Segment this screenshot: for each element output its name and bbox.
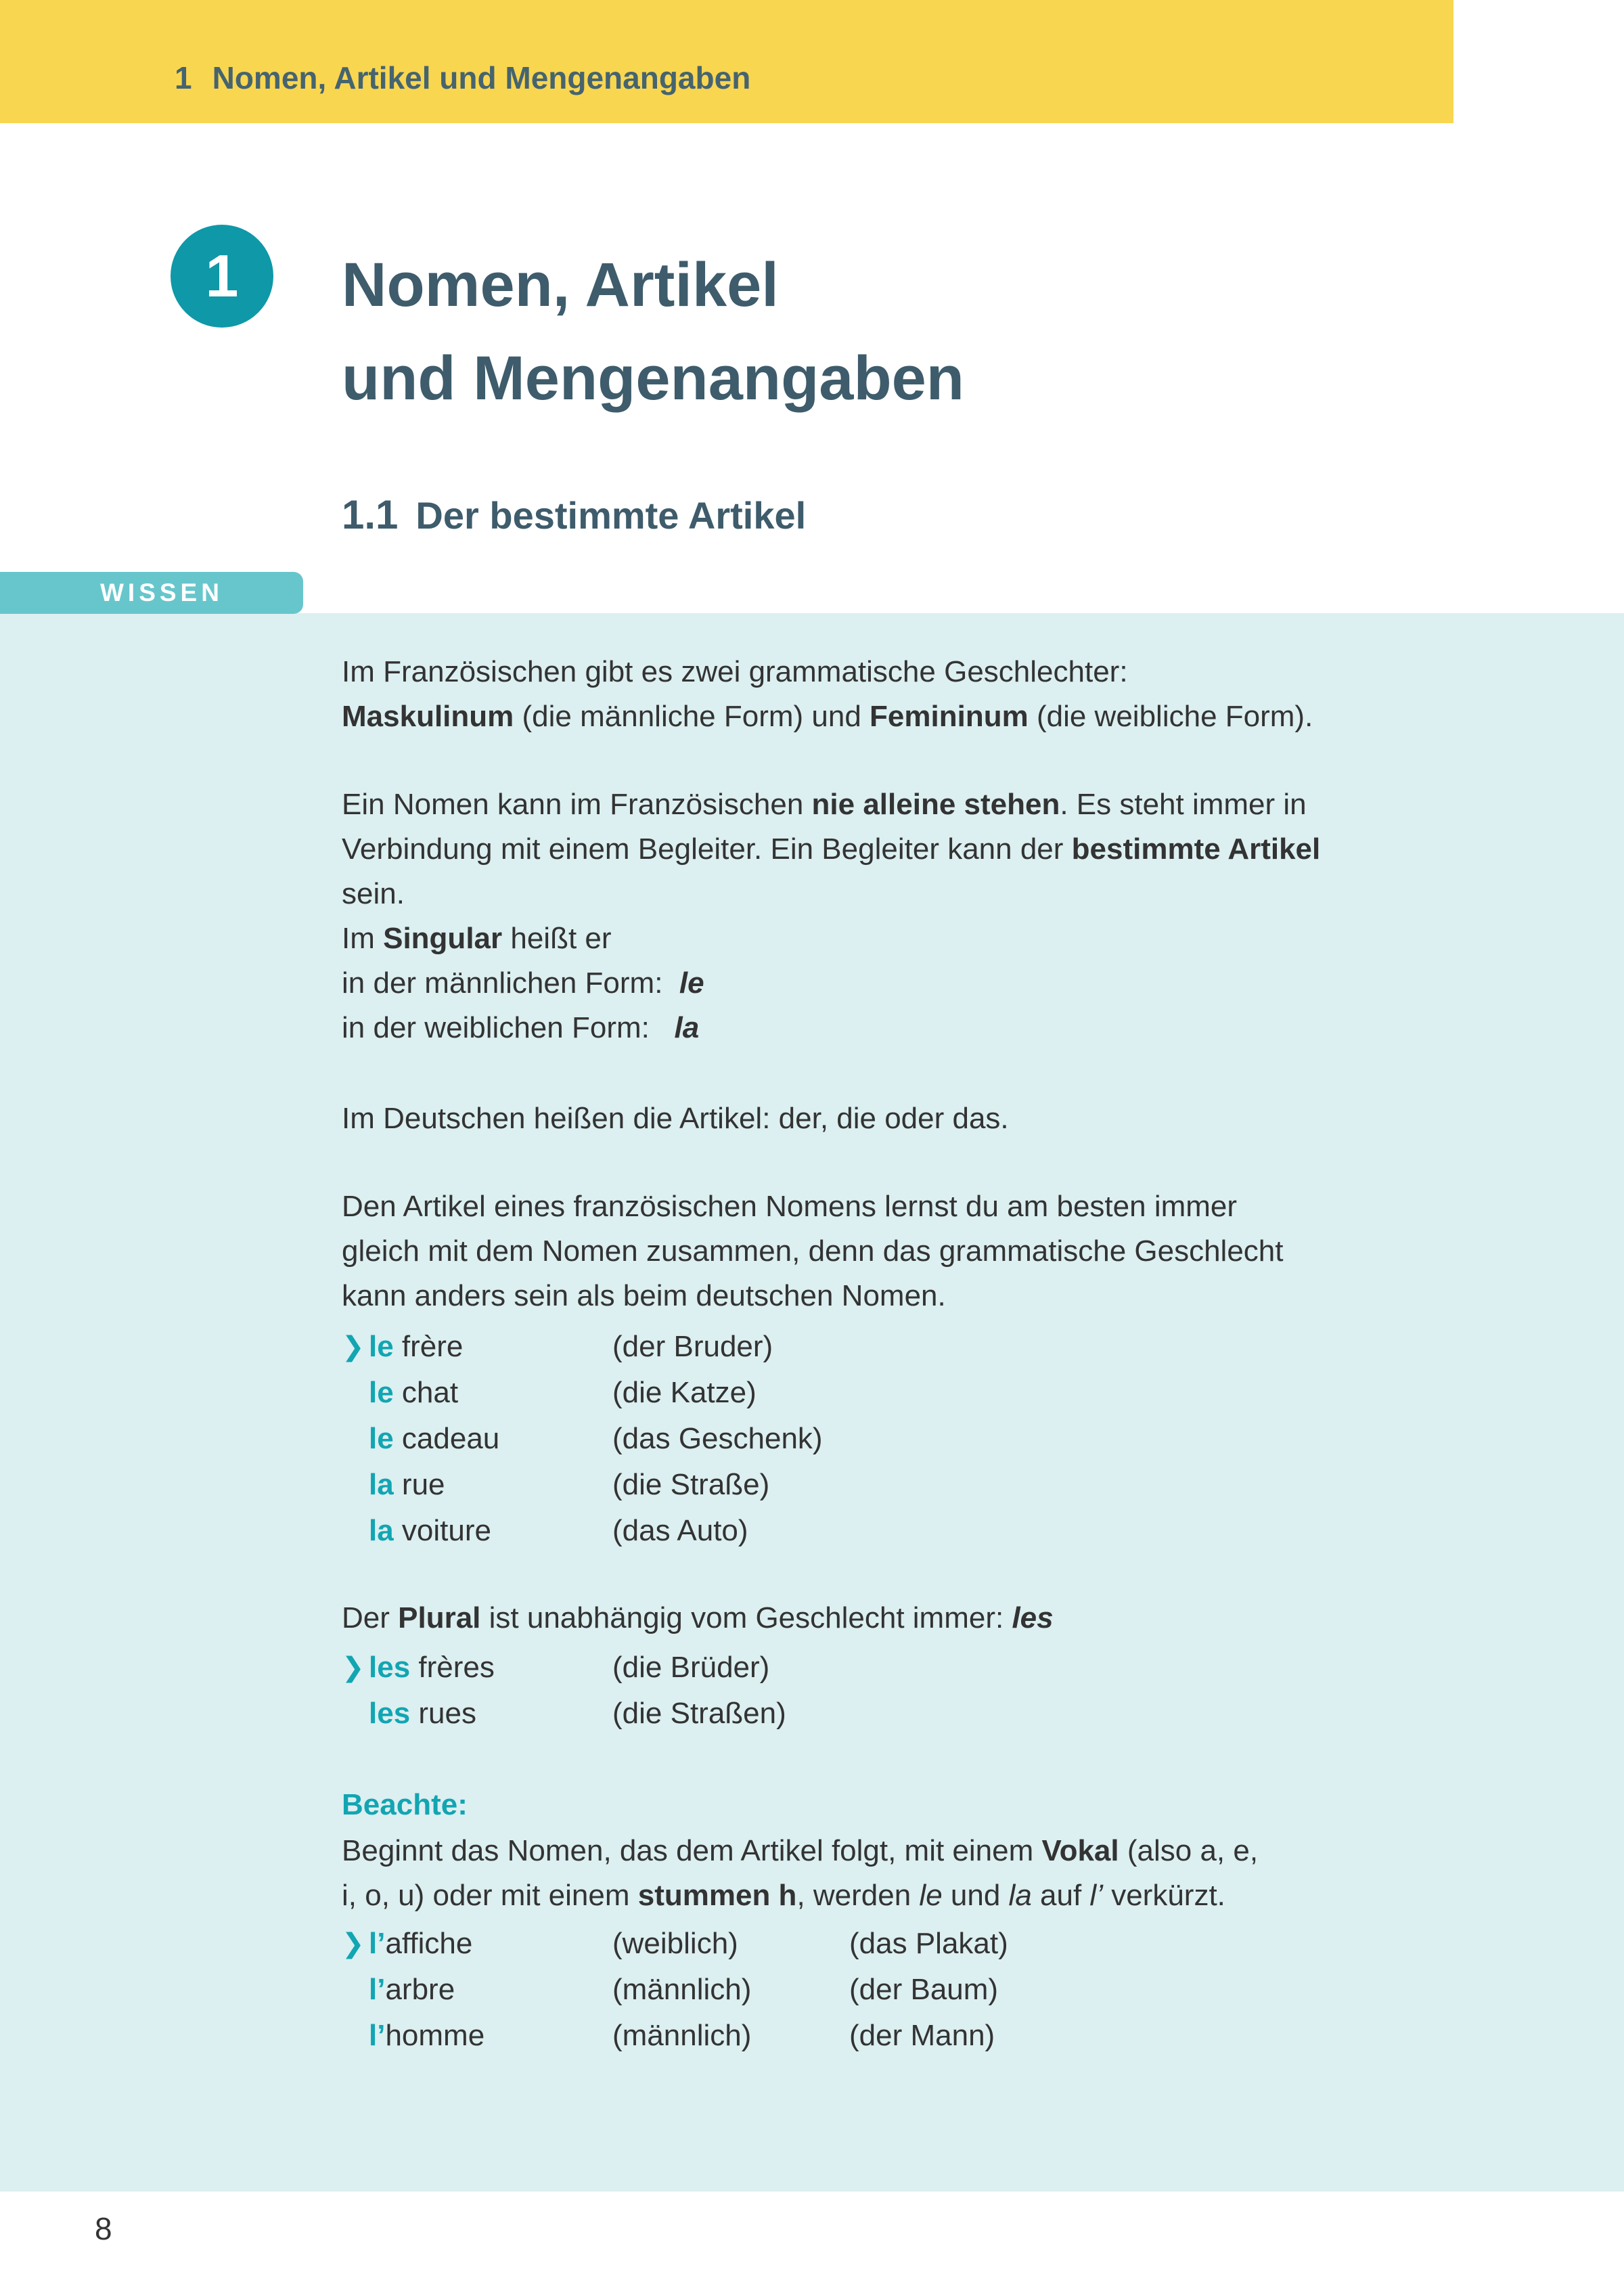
french-phrase <box>369 1691 612 1737</box>
note-heading: Beachte: <box>342 1788 468 1821</box>
example-row <box>342 1967 1506 2013</box>
french-phrase <box>369 1370 612 1416</box>
paragraph-german-articles: Im Deutschen heißen die Artikel: der, die oder das. <box>342 1102 1009 1135</box>
example-row <box>342 1921 1506 1967</box>
wissen-tab-label <box>0 572 303 614</box>
chevron-bullet-icon <box>342 1691 369 1737</box>
german-translation: (das Plakat) <box>849 1927 1008 1960</box>
gender-label: (männlich) <box>612 1973 752 2006</box>
extra-column <box>849 1645 1506 1691</box>
french-article: l’ <box>369 2019 386 2052</box>
french-article: les <box>369 1697 411 1730</box>
german-translation: (der Baum) <box>849 1973 999 2006</box>
french-article: le <box>369 1422 394 1455</box>
chevron-bullet-icon <box>342 1508 369 1554</box>
french-noun: affiche <box>385 1927 473 1960</box>
chevron-bullet-icon <box>342 1967 369 2013</box>
french-noun: cadeau <box>393 1422 500 1455</box>
wissen-content <box>342 650 1506 2059</box>
french-phrase <box>369 1967 612 2013</box>
extra-column <box>849 1691 1506 1737</box>
section-number: 1.1 <box>342 492 399 537</box>
german-translation: (die Katze) <box>612 1376 757 1409</box>
german-translation: (der Mann) <box>849 2019 995 2052</box>
example-list-elision <box>342 1921 1506 2059</box>
extra-column <box>849 1508 1506 1554</box>
german-translation: (das Geschenk) <box>612 1422 823 1455</box>
example-list-plural <box>342 1645 1506 1737</box>
chevron-bullet-icon: ❯ <box>342 1652 365 1683</box>
example-row <box>342 1462 1506 1508</box>
french-noun: rue <box>393 1468 445 1501</box>
french-article: le <box>369 1376 394 1409</box>
french-phrase <box>369 1416 612 1462</box>
french-noun: voiture <box>393 1514 491 1547</box>
example-row <box>342 1324 1506 1370</box>
french-noun: arbre <box>385 1973 455 2006</box>
chevron-bullet-icon <box>342 2013 369 2059</box>
german-translation: (die Brüder) <box>612 1651 770 1684</box>
chapter-title <box>342 238 964 425</box>
example-row <box>342 1370 1506 1416</box>
extra-column <box>849 1324 1506 1370</box>
chevron-bullet-icon <box>342 1462 369 1508</box>
chevron-bullet-icon: ❯ <box>342 1928 365 1959</box>
example-row <box>342 1691 1506 1737</box>
french-noun: frères <box>410 1651 495 1684</box>
chevron-bullet-icon: ❯ <box>342 1331 365 1362</box>
extra-column <box>849 1416 1506 1462</box>
chapter-number-badge <box>171 225 273 328</box>
example-list-singular <box>342 1324 1506 1554</box>
french-phrase <box>369 1462 612 1508</box>
running-head-title: Nomen, Artikel und Mengenangaben <box>212 60 751 95</box>
french-phrase <box>369 1508 612 1554</box>
german-translation: (die Straße) <box>612 1468 770 1501</box>
french-phrase <box>369 1921 612 1967</box>
wissen-label-text: WISSEN <box>100 579 223 606</box>
french-article: l’ <box>369 1927 386 1960</box>
section-title: Der bestimmte Artikel <box>415 494 807 537</box>
chevron-bullet-icon <box>342 1416 369 1462</box>
french-noun: homme <box>385 2019 485 2052</box>
chapter-title-line2: und Mengenangaben <box>342 344 964 413</box>
french-noun: chat <box>393 1376 459 1409</box>
chapter-number: 1 <box>205 242 239 309</box>
paragraph-genders: Im Französischen gibt es zwei grammatische Geschlechter: Maskulinum (die männliche Form) und Femininum (die weibliche Form). <box>342 655 1313 733</box>
example-row <box>342 1416 1506 1462</box>
german-translation: (die Straßen) <box>612 1697 786 1730</box>
paragraph-vowel-rule: Beginnt das Nomen, das dem Artikel folgt, mit einem Vokal (also a, e, i, o, u) oder mit einem stummen h, werden le und la auf l’ verkürzt. <box>342 1834 1259 1912</box>
french-phrase <box>369 1324 612 1370</box>
french-phrase <box>369 2013 612 2059</box>
french-noun: frère <box>393 1330 464 1363</box>
running-head-band <box>0 0 1453 123</box>
paragraph-learning-tip: Den Artikel eines französischen Nomens lernst du am besten immer gleich mit dem Nomen zusammen, denn das grammatische Geschlecht kann anders sein als beim deutschen Nomen. <box>342 1190 1284 1312</box>
example-row <box>342 1645 1506 1691</box>
page-number: 8 <box>95 2211 112 2246</box>
paragraph-article-rule: Ein Nomen kann im Französischen nie alleine stehen. Es steht immer in Verbindung mit einem Begleiter. Ein Begleiter kann der bestimmte Artikel sein. Im Singular heißt er in der männlichen Form: le in der weiblichen Form: la <box>342 788 1321 1044</box>
french-phrase <box>369 1645 612 1691</box>
extra-column <box>849 1370 1506 1416</box>
chapter-title-line1: Nomen, Artikel <box>342 250 779 319</box>
extra-column <box>849 1462 1506 1508</box>
french-article: les <box>369 1651 411 1684</box>
example-row <box>342 1508 1506 1554</box>
section-heading <box>342 491 806 538</box>
french-article: la <box>369 1468 394 1501</box>
french-article: l’ <box>369 1973 386 2006</box>
gender-label: (männlich) <box>612 2019 752 2052</box>
paragraph-plural-rule: Der Plural ist unabhängig vom Geschlecht immer: les <box>342 1601 1054 1634</box>
gender-label: (weiblich) <box>612 1927 738 1960</box>
french-noun: rues <box>410 1697 476 1730</box>
german-translation: (das Auto) <box>612 1514 748 1547</box>
chevron-bullet-icon <box>342 1370 369 1416</box>
german-translation: (der Bruder) <box>612 1330 773 1363</box>
running-head-chapter-number: 1 <box>175 60 192 95</box>
example-row <box>342 2013 1506 2059</box>
french-article: le <box>369 1330 394 1363</box>
running-head-text <box>175 60 750 96</box>
french-article: la <box>369 1514 394 1547</box>
